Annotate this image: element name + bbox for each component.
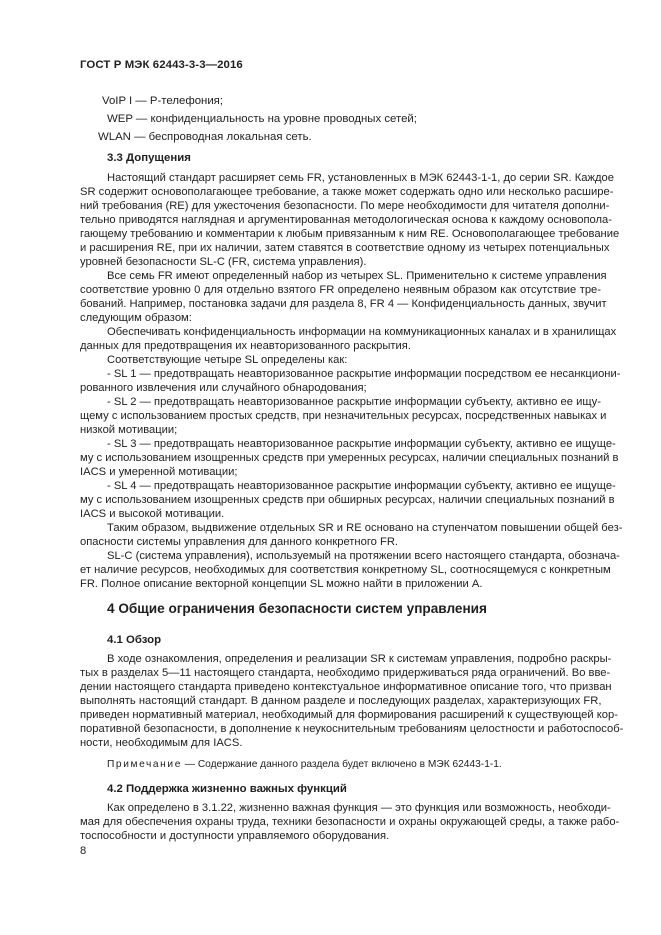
paragraph-line: тельно приводятся наглядная и аргументированная методологическая основа к каждому основопола-	[80, 214, 612, 226]
paragraph-line: бований. Например, постановка задачи для раздела 8, FR 4 — Конфиденциальность данных, звучит	[80, 298, 607, 310]
list-item-sl4: - SL 4 — предотвращать неавторизованное раскрытие информации субъекту, активно ее ищуще-	[107, 480, 616, 492]
paragraph-line: IACS и высокой мотивации.	[80, 508, 225, 520]
paragraph-line: FR. Полное описание векторной концепции SL можно найти в приложении А.	[80, 578, 483, 590]
paragraph-line: IACS и умеренной мотивации;	[80, 466, 238, 478]
section-4-2-heading: 4.2 Поддержка жизненно важных функций	[107, 783, 347, 795]
paragraph-line: ний требования (RE) для ужесточения безопасности. По мере необходимости для читателя дополни-	[80, 200, 610, 212]
paragraph-line: ет наличие ресурсов, необходимых для соответствия конкретному SL, соотносящемуся с конкретным	[80, 564, 611, 576]
paragraph-line: тых в разделах 5—11 настоящего стандарта, необходимо придерживаться ряда ограничений. Во вве-	[80, 667, 611, 679]
note-text: — Содержание данного раздела будет включено в МЭК 62443-1-1.	[181, 759, 502, 770]
paragraph-line: Настоящий стандарт расширяет семь FR, установленных в МЭК 62443-1-1, до серии SR. Каждое	[107, 172, 614, 184]
paragraph-line: Как определено в 3.1.22, жизненно важная функция — это функция или возможность, необходи-	[107, 802, 611, 814]
paragraph-line: В ходе ознакомления, определения и реализации SR к системам управления, подробно раскры-	[107, 653, 612, 665]
abbreviation-voip: VoIP I — Р-телефония;	[102, 95, 224, 107]
paragraph-line: Соответствующие четыре SL определены как:	[107, 354, 348, 366]
paragraph-line: SL-C (система управления), используемый на протяжении всего настоящего стандарта, обознача-	[107, 550, 620, 562]
paragraph-line: данных для предотвращения их неавторизованного раскрытия.	[80, 340, 411, 352]
paragraph-line: опасности системы управления для данного конкретного FR.	[80, 536, 399, 548]
note-label: Примечание	[107, 759, 182, 770]
section-4-heading: 4 Общие ограничения безопасности систем управления	[107, 601, 487, 616]
section-3-3-heading: 3.3 Допущения	[107, 152, 191, 164]
page-number: 8	[80, 845, 87, 857]
paragraph-line: дении настоящего стандарта приведено контекстуальное информативное описание того, что призван	[80, 681, 612, 693]
paragraph-line: щему с использованием простых средств, при незначительных ресурсах, посредственных навыках и	[80, 410, 607, 422]
paragraph-line: и расширения RE, при их наличии, затем ставятся в соответствие одному из четырех потенциальных	[80, 242, 610, 254]
paragraph-line: рованного извлечения или случайного обнародования;	[80, 382, 367, 394]
paragraph-line: гающему требованию и комментарии к любым привязанным к ним RE. Основополагающее требование	[80, 228, 620, 240]
paragraph-line: му с использованием изощренных средств при обширных ресурсах, наличии специальных познаний в	[80, 494, 615, 506]
paragraph-line: SR содержит основополагающее требование, а также может содержать одно или несколько расшире-	[80, 186, 614, 198]
paragraph-line: приведен нормативный материал, необходимый для формирования расширений к существующей кор-	[80, 709, 618, 721]
paragraph-line: следующим образом:	[80, 312, 192, 324]
paragraph-line: низкой мотивации;	[80, 424, 178, 436]
paragraph-line: тоспособности и доступности управляемого оборудования.	[80, 830, 390, 842]
paragraph-line: Все семь FR имеют определенный набор из четырех SL. Применительно к системе управления	[107, 270, 607, 282]
paragraph-line: Таким образом, выдвижение отдельных SR и RE основано на ступенчатом повышении общей без-	[107, 522, 623, 534]
paragraph-line: мая для обеспечения охраны труда, техники безопасности и охраны окружающей среды, а также рабо-	[80, 816, 620, 828]
list-item-sl2: - SL 2 — предотвращать неавторизованное раскрытие информации субъекту, активно ее ищу-	[107, 396, 601, 408]
paragraph-line: поративной безопасности, в дополнение к неукоснительным требованиям целостности и работоспособ-	[80, 723, 624, 735]
abbreviation-wep: WEP — конфиденциальность на уровне проводных сетей;	[107, 113, 417, 125]
list-item-sl1: - SL 1 — предотвращать неавторизованное раскрытие информации посредством ее несанкциони-	[107, 368, 621, 380]
list-item-sl3: - SL 3 — предотвращать неавторизованное раскрытие информации субъекту, активно ее ищуще-	[107, 438, 616, 450]
paragraph-line: ности, необходимым для IACS.	[80, 737, 243, 749]
document-header: ГОСТ Р МЭК 62443-3-3—2016	[80, 59, 243, 71]
note	[107, 759, 502, 770]
section-4-1-heading: 4.1 Обзор	[107, 634, 162, 646]
paragraph-line: выполнять настоящий стандарт. В данном разделе и последующих разделах, характеризующих FR,	[80, 695, 602, 707]
paragraph-line: уровней безопасности SL-C (FR, система управления).	[80, 256, 367, 268]
paragraph-line: соответствие уровню 0 для отдельно взятого FR определено неявным образом как отсутствие тре-	[80, 284, 601, 296]
paragraph-line: му с использованием изощренных средств при умеренных ресурсах, наличии специальных познаний в	[80, 452, 619, 464]
abbreviation-wlan: WLAN — беспроводная локальная сеть.	[98, 131, 312, 143]
paragraph-line: Обеспечивать конфиденциальность информации на коммуникационных каналах и в хранилищах	[107, 326, 617, 338]
